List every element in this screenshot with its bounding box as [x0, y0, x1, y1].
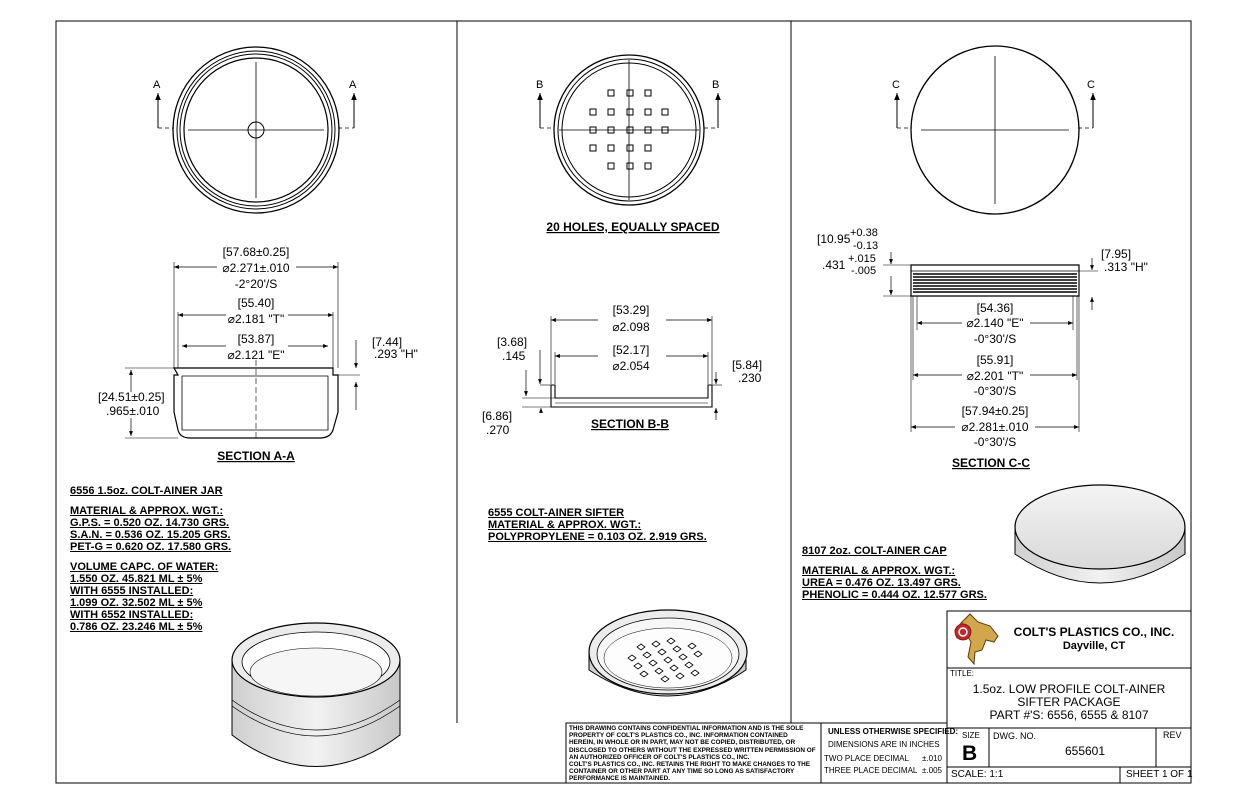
- cap-note-line: UREA = 0.476 OZ. 13.497 GRS.: [802, 577, 961, 589]
- jar-dim-outer-in: ⌀2.271±.010: [222, 261, 290, 275]
- cap-dim-height: [10.95 +0.38 -0.13: [817, 227, 879, 252]
- cap-section-marker-right: C: [1087, 79, 1095, 91]
- cap-section-marker-left: C: [892, 79, 900, 91]
- company-name: COLT'S PLASTICS CO., INC.: [1013, 625, 1175, 639]
- sifter-dim-right-mm: [5.84]: [732, 358, 763, 372]
- title-label: TITLE:: [950, 669, 975, 678]
- jar-dim-outer-taper: -2°20'/S: [234, 277, 278, 291]
- sifter-note-line: POLYPROPYLENE = 0.103 OZ. 2.919 GRS.: [488, 531, 707, 543]
- jar-note-line: WITH 6552 INSTALLED:: [70, 609, 194, 621]
- cap-notes: [802, 545, 987, 601]
- jar-dim-outer-mm: [57.68±0.25]: [222, 245, 290, 259]
- sifter-holes-note: 20 HOLES, EQUALLY SPACED: [546, 220, 720, 234]
- sifter-hole: [608, 163, 614, 169]
- sifter-top-view: [540, 55, 718, 205]
- sifter-hole: [608, 109, 614, 115]
- cap-dim-height-in: .431 +.015 -.005: [822, 253, 877, 277]
- size-label: SIZE: [962, 731, 980, 740]
- jar-dim-e-in: ⌀2.121 "E": [227, 348, 285, 362]
- tolerance-two-place-value: ±.010: [922, 754, 942, 763]
- jar-dim-h-mm: [7.44]: [372, 335, 403, 349]
- tolerance-three-place-value: ±.005: [922, 766, 942, 775]
- cap-dim-e-mm: [54.36]: [976, 301, 1014, 315]
- dwg-no-label: DWG. NO.: [993, 731, 1036, 741]
- sifter-hole: [627, 90, 633, 96]
- jar-notes: [70, 485, 231, 633]
- cap-dim-h-in: .313 "H": [1104, 260, 1148, 274]
- sifter-isometric-view: [589, 610, 747, 696]
- sifter-hole: [590, 109, 596, 115]
- title-line-3: PART #'S: 6556, 6555 & 8107: [989, 708, 1149, 722]
- cap-note-line: 8107 2oz. COLT-AINER CAP: [802, 545, 947, 557]
- cap-dim-h-mm: [7.95]: [1101, 247, 1132, 261]
- cap-dim-t-in: ⌀2.201 "T": [966, 369, 1024, 383]
- cap-dim-outer-in: ⌀2.281±.010: [961, 420, 1029, 434]
- jar-note-line: WITH 6555 INSTALLED:: [70, 585, 194, 597]
- sifter-hole: [645, 109, 651, 115]
- confidential-line: THIS DRAWING CONTAINS CONFIDENTIAL INFORMATION AND IS THE SOLE: [569, 725, 804, 732]
- jar-dim-height-in: .965±.010: [106, 404, 160, 418]
- jar-dim-t-in: ⌀2.181 "T": [227, 312, 285, 326]
- jar-note-line: 1.550 OZ. 45.821 ML ± 5%: [70, 573, 203, 585]
- jar-isometric-view: [232, 623, 400, 767]
- sifter-hole: [608, 90, 614, 96]
- cap-note-line: [802, 557, 987, 565]
- sifter-hole: [590, 145, 596, 151]
- jar-dim-t-mm: [55.40]: [237, 296, 275, 310]
- sifter-dim-left-top-in: .145: [502, 349, 526, 363]
- sifter-dim-inner-mm: [52.17]: [612, 343, 650, 357]
- jar-note-line: 0.786 OZ. 23.246 ML ± 5%: [70, 621, 203, 633]
- jar-note-line: [70, 497, 231, 505]
- tolerance-units: DIMENSIONS ARE IN INCHES: [828, 740, 940, 749]
- tolerance-heading: UNLESS OTHERWISE SPECIFIED:: [828, 727, 959, 736]
- sifter-notes: [488, 507, 707, 543]
- jar-section-marker-left: A: [153, 79, 161, 91]
- cap-dim-outer-mm: [57.94±0.25]: [961, 404, 1029, 418]
- cap-isometric-view: [1015, 485, 1185, 583]
- sifter-dim-right-in: .230: [738, 371, 762, 385]
- sifter-hole: [662, 109, 668, 115]
- sifter-hole: [645, 163, 651, 169]
- scale-label: SCALE: 1:1: [951, 769, 1004, 780]
- jar-note-line: S.A.N. = 0.536 OZ. 15.205 GRS.: [70, 529, 231, 541]
- confidential-line: AN AUTHORIZED OFFICER OF COLT'S PLASTICS CO., INC.: [569, 753, 750, 761]
- jar-note-line: MATERIAL & APPROX. WGT.:: [70, 505, 224, 517]
- cap-dim-t-taper: -0°30'/S: [973, 384, 1017, 398]
- title-line-2: SIFTER PACKAGE: [1017, 695, 1121, 709]
- jar-note-line: G.P.S. = 0.520 OZ. 14.730 GRS.: [70, 517, 230, 529]
- title-line-1: 1.5oz. LOW PROFILE COLT-AINER: [972, 682, 1166, 696]
- sifter-hole: [645, 90, 651, 96]
- jar-note-line: PET-G = 0.620 OZ. 17.580 GRS.: [70, 541, 232, 553]
- sifter-section-marker-left: B: [536, 79, 544, 91]
- cap-section-title: SECTION C-C: [952, 456, 1030, 470]
- jar-section-title: SECTION A-A: [217, 449, 295, 463]
- sifter-dim-left-bot-in: .270: [486, 423, 510, 437]
- sifter-dim-left-top-mm: [3.68]: [497, 335, 528, 349]
- size-value: B: [962, 742, 978, 765]
- sifter-hole: [645, 145, 651, 151]
- sheet-label: SHEET 1 OF 1: [1126, 769, 1193, 780]
- jar-note-line: 6556 1.5oz. COLT-AINER JAR: [70, 485, 223, 497]
- jar-section-marker-right: A: [349, 79, 357, 91]
- cap-dim-e-taper: -0°30'/S: [973, 332, 1017, 346]
- sifter-section-title: SECTION B-B: [591, 417, 669, 431]
- jar-top-view: [158, 47, 354, 213]
- jar-dim-height-mm: [24.51±0.25]: [98, 390, 165, 404]
- sifter-note-line: 6555 COLT-AINER SIFTER: [488, 507, 625, 519]
- rev-label: REV: [1163, 730, 1182, 740]
- sifter-dim-left-bot-mm: [6.86]: [482, 409, 513, 423]
- dwg-no-value: 655601: [1064, 744, 1106, 758]
- tolerance-three-place: THREE PLACE DECIMAL: [824, 766, 918, 775]
- cap-note-line: MATERIAL & APPROX. WGT.:: [802, 565, 956, 577]
- confidential-line: PROPERTY OF COLT'S PLASTICS CO., INC. INFORMATION CONTAINED: [569, 732, 788, 740]
- confidential-line: CONTAINER OR OTHER PART AT ANY TIME SO LONG AS SATISFACTORY: [569, 768, 795, 776]
- confidential-line: COLT'S PLASTICS CO., INC. RETAINS THE RIGHT TO MAKE CHANGES TO THE: [569, 761, 811, 769]
- sifter-dim-inner-in: ⌀2.054: [612, 359, 650, 373]
- horse-logo-icon: [955, 614, 998, 664]
- sifter-hole: [627, 145, 633, 151]
- confidential-line: DISCLOSED TO OTHERS WITHOUT THE EXPRESSED WRITTEN PERMISSION OF: [569, 746, 816, 754]
- cap-dim-outer-taper: -0°30'/S: [973, 435, 1017, 449]
- sifter-hole: [627, 109, 633, 115]
- jar-dim-e-mm: [53.87]: [237, 332, 275, 346]
- sifter-hole: [608, 145, 614, 151]
- sifter-note-line: MATERIAL & APPROX. WGT.:: [488, 519, 642, 531]
- jar-note-line: VOLUME CAPC. OF WATER:: [70, 561, 219, 573]
- sifter-dim-outer-in: ⌀2.098: [612, 320, 650, 334]
- confidential-notice: [569, 725, 816, 783]
- confidential-line: HEREIN, IN WHOLE OR IN PART, MAY NOT BE COPIED, DISTRIBUTED, OR: [569, 739, 796, 747]
- cap-note-line: PHENOLIC = 0.444 OZ. 12.577 GRS.: [802, 589, 987, 601]
- tolerance-two-place: TWO PLACE DECIMAL: [824, 754, 909, 763]
- confidential-line: PERFORMANCE IS MAINTAINED.: [569, 775, 671, 783]
- sifter-dim-outer-mm: [53.29]: [612, 303, 650, 317]
- jar-dim-h-in: .293 "H": [374, 347, 418, 361]
- company-location: Dayville, CT: [1062, 640, 1126, 652]
- jar-note-line: 1.099 OZ. 32.502 ML ± 5%: [70, 597, 203, 609]
- jar-note-line: [70, 553, 231, 561]
- cap-dim-e-in: ⌀2.140 "E": [966, 316, 1024, 330]
- sifter-hole: [627, 163, 633, 169]
- sifter-section-marker-right: B: [712, 79, 720, 91]
- cap-top-view: [897, 46, 1093, 214]
- cap-dim-t-mm: [55.91]: [976, 353, 1014, 367]
